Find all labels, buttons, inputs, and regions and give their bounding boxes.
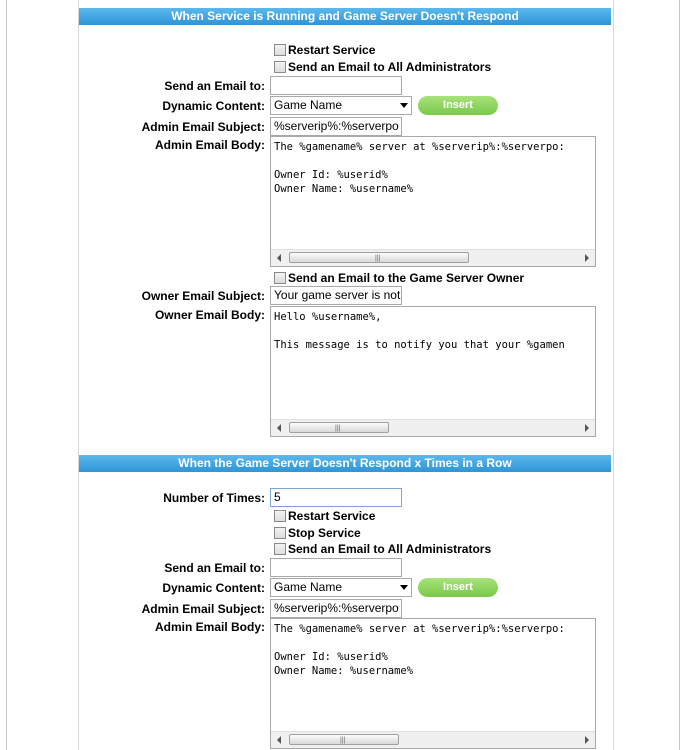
section1-owner-body-scrollbar[interactable] [271,419,595,436]
section1-dynamic-content-value: Game Name [274,98,343,112]
section1-admin-body-textarea[interactable] [270,136,596,267]
section2-stop-service-label: Stop Service [288,526,361,540]
section1-dynamic-content-select[interactable] [270,96,412,115]
section1-send-owner-label: Send an Email to the Game Server Owner [288,271,525,285]
section2-dynamic-content-select[interactable] [270,578,412,597]
section1-insert-button[interactable]: Insert [418,96,498,115]
section1-owner-body-label: Owner Email Body: [154,308,265,322]
section2-restart-service-label: Restart Service [288,509,376,523]
section2-number-of-times-input[interactable]: 5 [270,488,402,507]
section1-send-admins-checkbox[interactable] [274,61,286,73]
section2-admin-body-text: The %gamename% server at %serverip%:%serverpo: Owner Id: %userid% Owner Name: %username% [274,623,565,677]
section2-header: When the Game Server Doesn't Respond x Times in a Row [79,455,611,472]
section2-insert-button[interactable]: Insert [418,578,498,597]
section2-admin-subject-input[interactable]: %serverip%:%serverpo [270,599,402,618]
arrow-left-icon[interactable] [277,736,281,744]
arrow-right-icon[interactable] [585,424,589,432]
section2-send-admins-checkbox[interactable] [274,543,286,555]
section2-dynamic-content-label: Dynamic Content: [162,581,265,595]
section1-admin-subject-input[interactable]: %serverip%:%serverpo [270,117,402,136]
section2-restart-service-checkbox[interactable] [274,510,286,522]
section1-owner-body-text: Hello %username%, This message is to notify you that your %gamen [274,311,565,351]
section2-send-email-to-input[interactable] [270,558,402,577]
section1-restart-service-label: Restart Service [288,43,376,57]
section2-send-admins-label: Send an Email to All Administrators [288,542,492,556]
scrollbar-thumb[interactable]: ||| [289,734,399,745]
arrow-left-icon[interactable] [277,424,281,432]
section2-stop-service-checkbox[interactable] [274,527,286,539]
section2-send-email-to-label: Send an Email to: [164,561,265,575]
section2-admin-body-scrollbar[interactable] [271,731,595,748]
section1-admin-body-scrollbar[interactable] [271,249,595,266]
section2-admin-body-label: Admin Email Body: [154,620,265,634]
section1-owner-body-textarea[interactable] [270,306,596,437]
arrow-right-icon[interactable] [585,254,589,262]
section1-owner-subject-input[interactable]: Your game server is not [270,286,402,305]
chevron-down-icon [400,585,408,590]
arrow-right-icon[interactable] [585,736,589,744]
section2-admin-subject-label: Admin Email Subject: [141,602,265,616]
page-border-right [679,0,680,750]
section2-dynamic-content-value: Game Name [274,580,343,594]
scrollbar-thumb[interactable]: ||| [289,252,469,263]
page-border-left [6,0,7,750]
section1-admin-body-text: The %gamename% server at %serverip%:%serverpo: Owner Id: %userid% Owner Name: %username% [274,141,565,195]
section1-header: When Service is Running and Game Server Doesn't Respond [79,8,611,25]
section1-owner-subject-label: Owner Email Subject: [141,289,265,303]
section1-send-email-to-input[interactable] [270,76,402,95]
section1-send-admins-label: Send an Email to All Administrators [288,60,492,74]
section1-admin-body-label: Admin Email Body: [154,138,265,152]
section2-admin-body-textarea[interactable] [270,618,596,749]
section1-send-email-to-label: Send an Email to: [164,79,265,93]
section1-send-owner-checkbox[interactable] [274,272,286,284]
scrollbar-thumb[interactable]: ||| [289,422,389,433]
section1-restart-service-checkbox[interactable] [274,44,286,56]
arrow-left-icon[interactable] [277,254,281,262]
section2-number-of-times-label: Number of Times: [163,491,265,505]
chevron-down-icon [400,103,408,108]
section1-dynamic-content-label: Dynamic Content: [162,99,265,113]
section1-admin-subject-label: Admin Email Subject: [141,120,265,134]
